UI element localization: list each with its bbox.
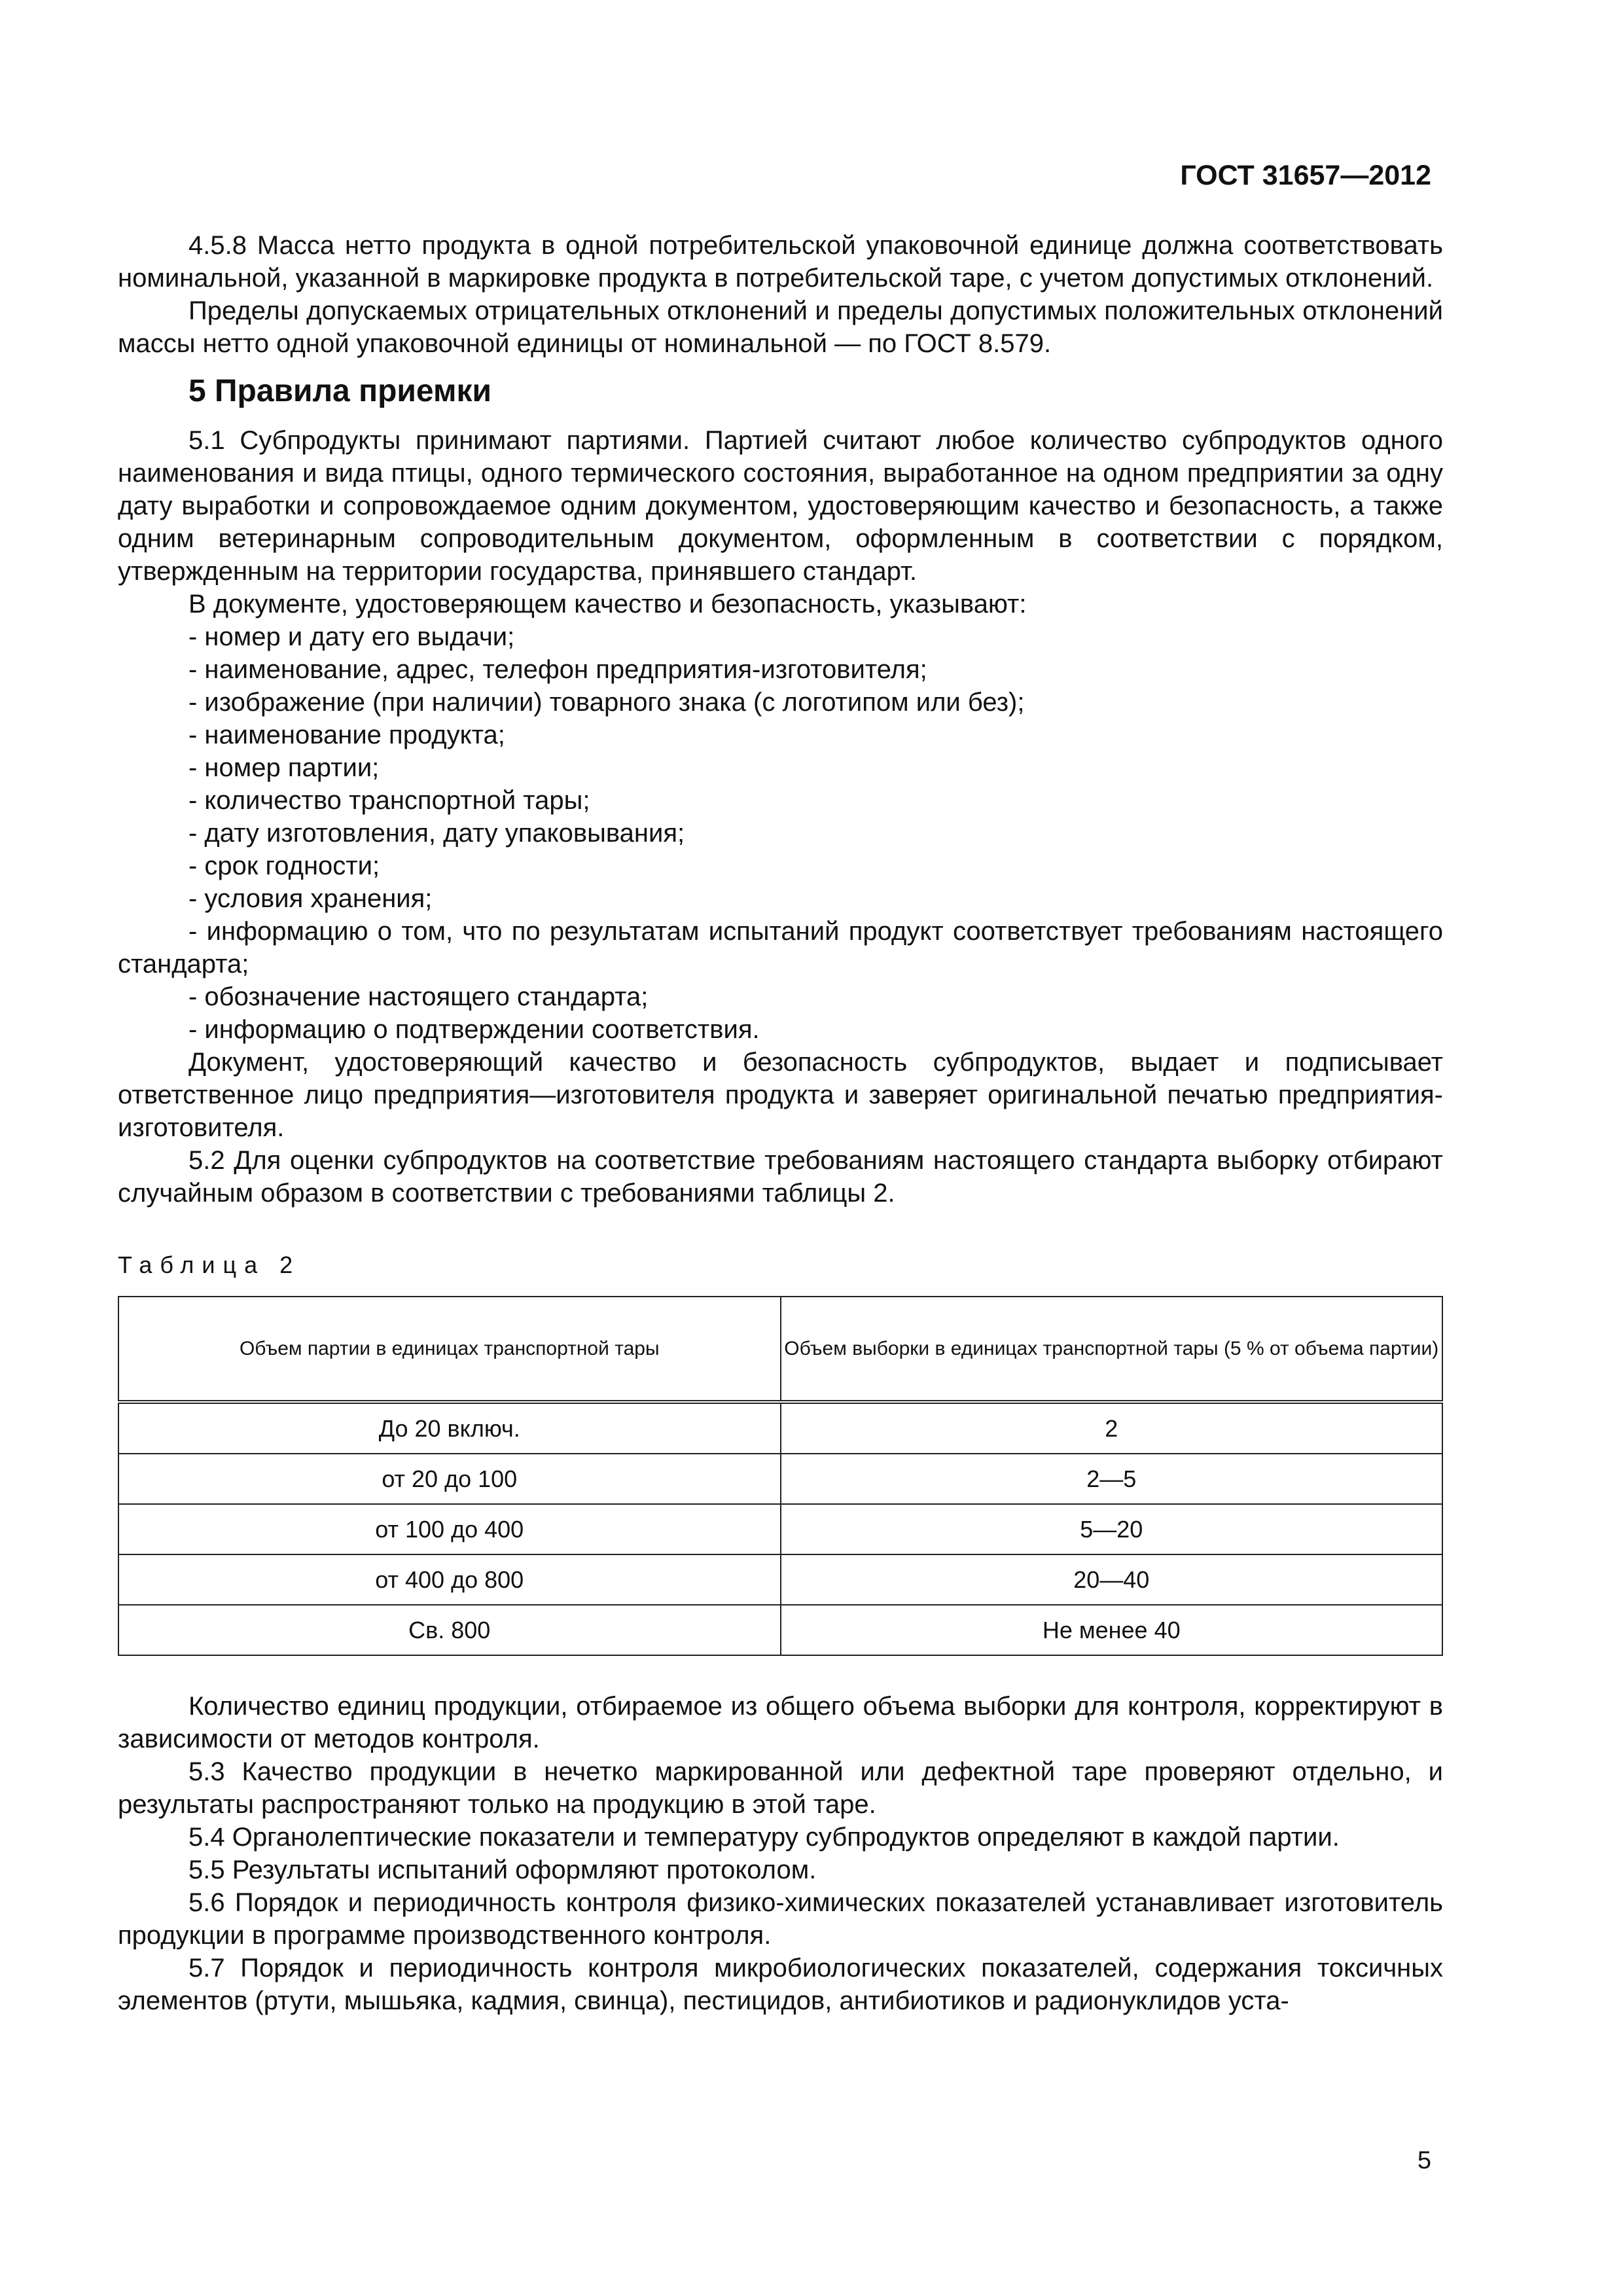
table-cell: 5—20 <box>781 1504 1443 1554</box>
sampling-table <box>118 1296 1443 1656</box>
paragraph-5-3: 5.3 Качество продукции в нечетко маркированной или дефектной таре проверяют отдельно, и результаты распространяют только на продукцию в этой таре. <box>118 1757 1443 1819</box>
list-item: - информацию о подтверждении соответствия. <box>188 1015 760 1044</box>
table-cell: от 400 до 800 <box>118 1554 781 1605</box>
table-row <box>118 1402 1442 1454</box>
table-cell: 2—5 <box>781 1454 1443 1504</box>
paragraph-deviation-limits: Пределы допускаемых отрицательных отклонений и пределы допустимых положительных отклонений массы нетто одной упаковочной единицы от номинальной — по ГОСТ 8.579. <box>118 296 1443 358</box>
table-cell: Св. 800 <box>118 1605 781 1655</box>
list-item: - обозначение настоящего стандарта; <box>188 982 649 1011</box>
table-cell: от 20 до 100 <box>118 1454 781 1504</box>
document-number-header: ГОСТ 31657—2012 <box>1180 160 1431 191</box>
table-row <box>118 1554 1442 1605</box>
table-caption: Таблица 2 <box>118 1251 301 1278</box>
section-title: 5 Правила приемки <box>188 374 492 408</box>
paragraph-4-5-8: 4.5.8 Масса нетто продукта в одной потребительской упаковочной единице должна соответствовать номинальной, указанной в маркировке продукта в потребительской таре, с учетом допустимых отклонений. <box>118 231 1443 293</box>
list-item: - изображение (при наличии) товарного знака (с логотипом или без); <box>188 688 1025 717</box>
paragraph-doc-signature: Документ, удостоверяющий качество и безопасность субпродуктов, выдает и подписывает ответственное лицо предприятия—изготовителя продукта и заверяет оригинальной печатью предприятия-изготовителя. <box>118 1048 1443 1142</box>
post-table-section <box>118 1690 1443 2017</box>
table-row <box>118 1504 1442 1554</box>
list-item: - условия хранения; <box>188 884 433 913</box>
paragraph-5-4: 5.4 Органолептические показатели и температуру субпродуктов определяют в каждой партии. <box>188 1823 1340 1852</box>
table-cell: Не менее 40 <box>781 1605 1443 1655</box>
document-requirements-list <box>118 620 1443 1046</box>
table-row <box>118 1454 1442 1504</box>
list-item: - номер партии; <box>188 753 380 782</box>
table-cell: До 20 включ. <box>118 1402 781 1454</box>
page-content <box>118 229 1443 2017</box>
paragraph-5-5: 5.5 Результаты испытаний оформляют протоколом. <box>188 1856 817 1884</box>
list-item: - информацию о том, что по результатам испытаний продукт соответствует требованиям настоящего стандарта; <box>118 917 1443 978</box>
column-header-batch-volume: Объем партии в единицах транспортной тары <box>118 1297 781 1402</box>
table-header-row <box>118 1297 1442 1402</box>
table-cell: 2 <box>781 1402 1443 1454</box>
list-item: - наименование продукта; <box>188 721 505 749</box>
table-cell: 20—40 <box>781 1554 1443 1605</box>
list-item: - дату изготовления, дату упаковывания; <box>188 819 685 848</box>
paragraph-5-7: 5.7 Порядок и периодичность контроля микробиологических показателей, содержания токсичных элементов (ртути, мышьяка, кадмия, свинца), пестицидов, антибиотиков и радионуклидов уста- <box>118 1954 1443 2015</box>
page-number: 5 <box>1417 2147 1431 2174</box>
list-item: - срок годности; <box>188 852 380 880</box>
list-item: - наименование, адрес, телефон предприятия-изготовителя; <box>188 655 927 684</box>
paragraph-5-1: 5.1 Субпродукты принимают партиями. Партией считают любое количество субпродуктов одного наименования и вида птицы, одного термического состояния, выработанное на одном предприятии за одну дату выработки и сопровождаемое одним документом, удостоверяющим качество и безопасность, а также одним ветеринарным сопроводительным документом, оформленным в соответствии с порядком, утвержденным на территории государства, принявшего стандарт. <box>118 426 1443 586</box>
column-header-sample-volume: Объем выборки в единицах транспортной тары (5 % от объема партии) <box>781 1297 1443 1402</box>
table-cell: от 100 до 400 <box>118 1504 781 1554</box>
list-item: - номер и дату его выдачи; <box>188 622 515 651</box>
paragraph-sample-adjustment: Количество единиц продукции, отбираемое из общего объема выборки для контроля, корректируют в зависимости от методов контроля. <box>118 1692 1443 1753</box>
paragraph-doc-intro: В документе, удостоверяющем качество и безопасность, указывают: <box>188 590 1027 619</box>
list-item: - количество транспортной тары; <box>188 786 590 815</box>
paragraph-5-2: 5.2 Для оценки субпродуктов на соответствие требованиям настоящего стандарта выборку отбирают случайным образом в соответствии с требованиями таблицы 2. <box>118 1146 1443 1208</box>
paragraph-5-6: 5.6 Порядок и периодичность контроля физико-химических показателей устанавливает изготовитель продукции в программе производственного контроля. <box>118 1888 1443 1950</box>
table-row <box>118 1605 1442 1655</box>
